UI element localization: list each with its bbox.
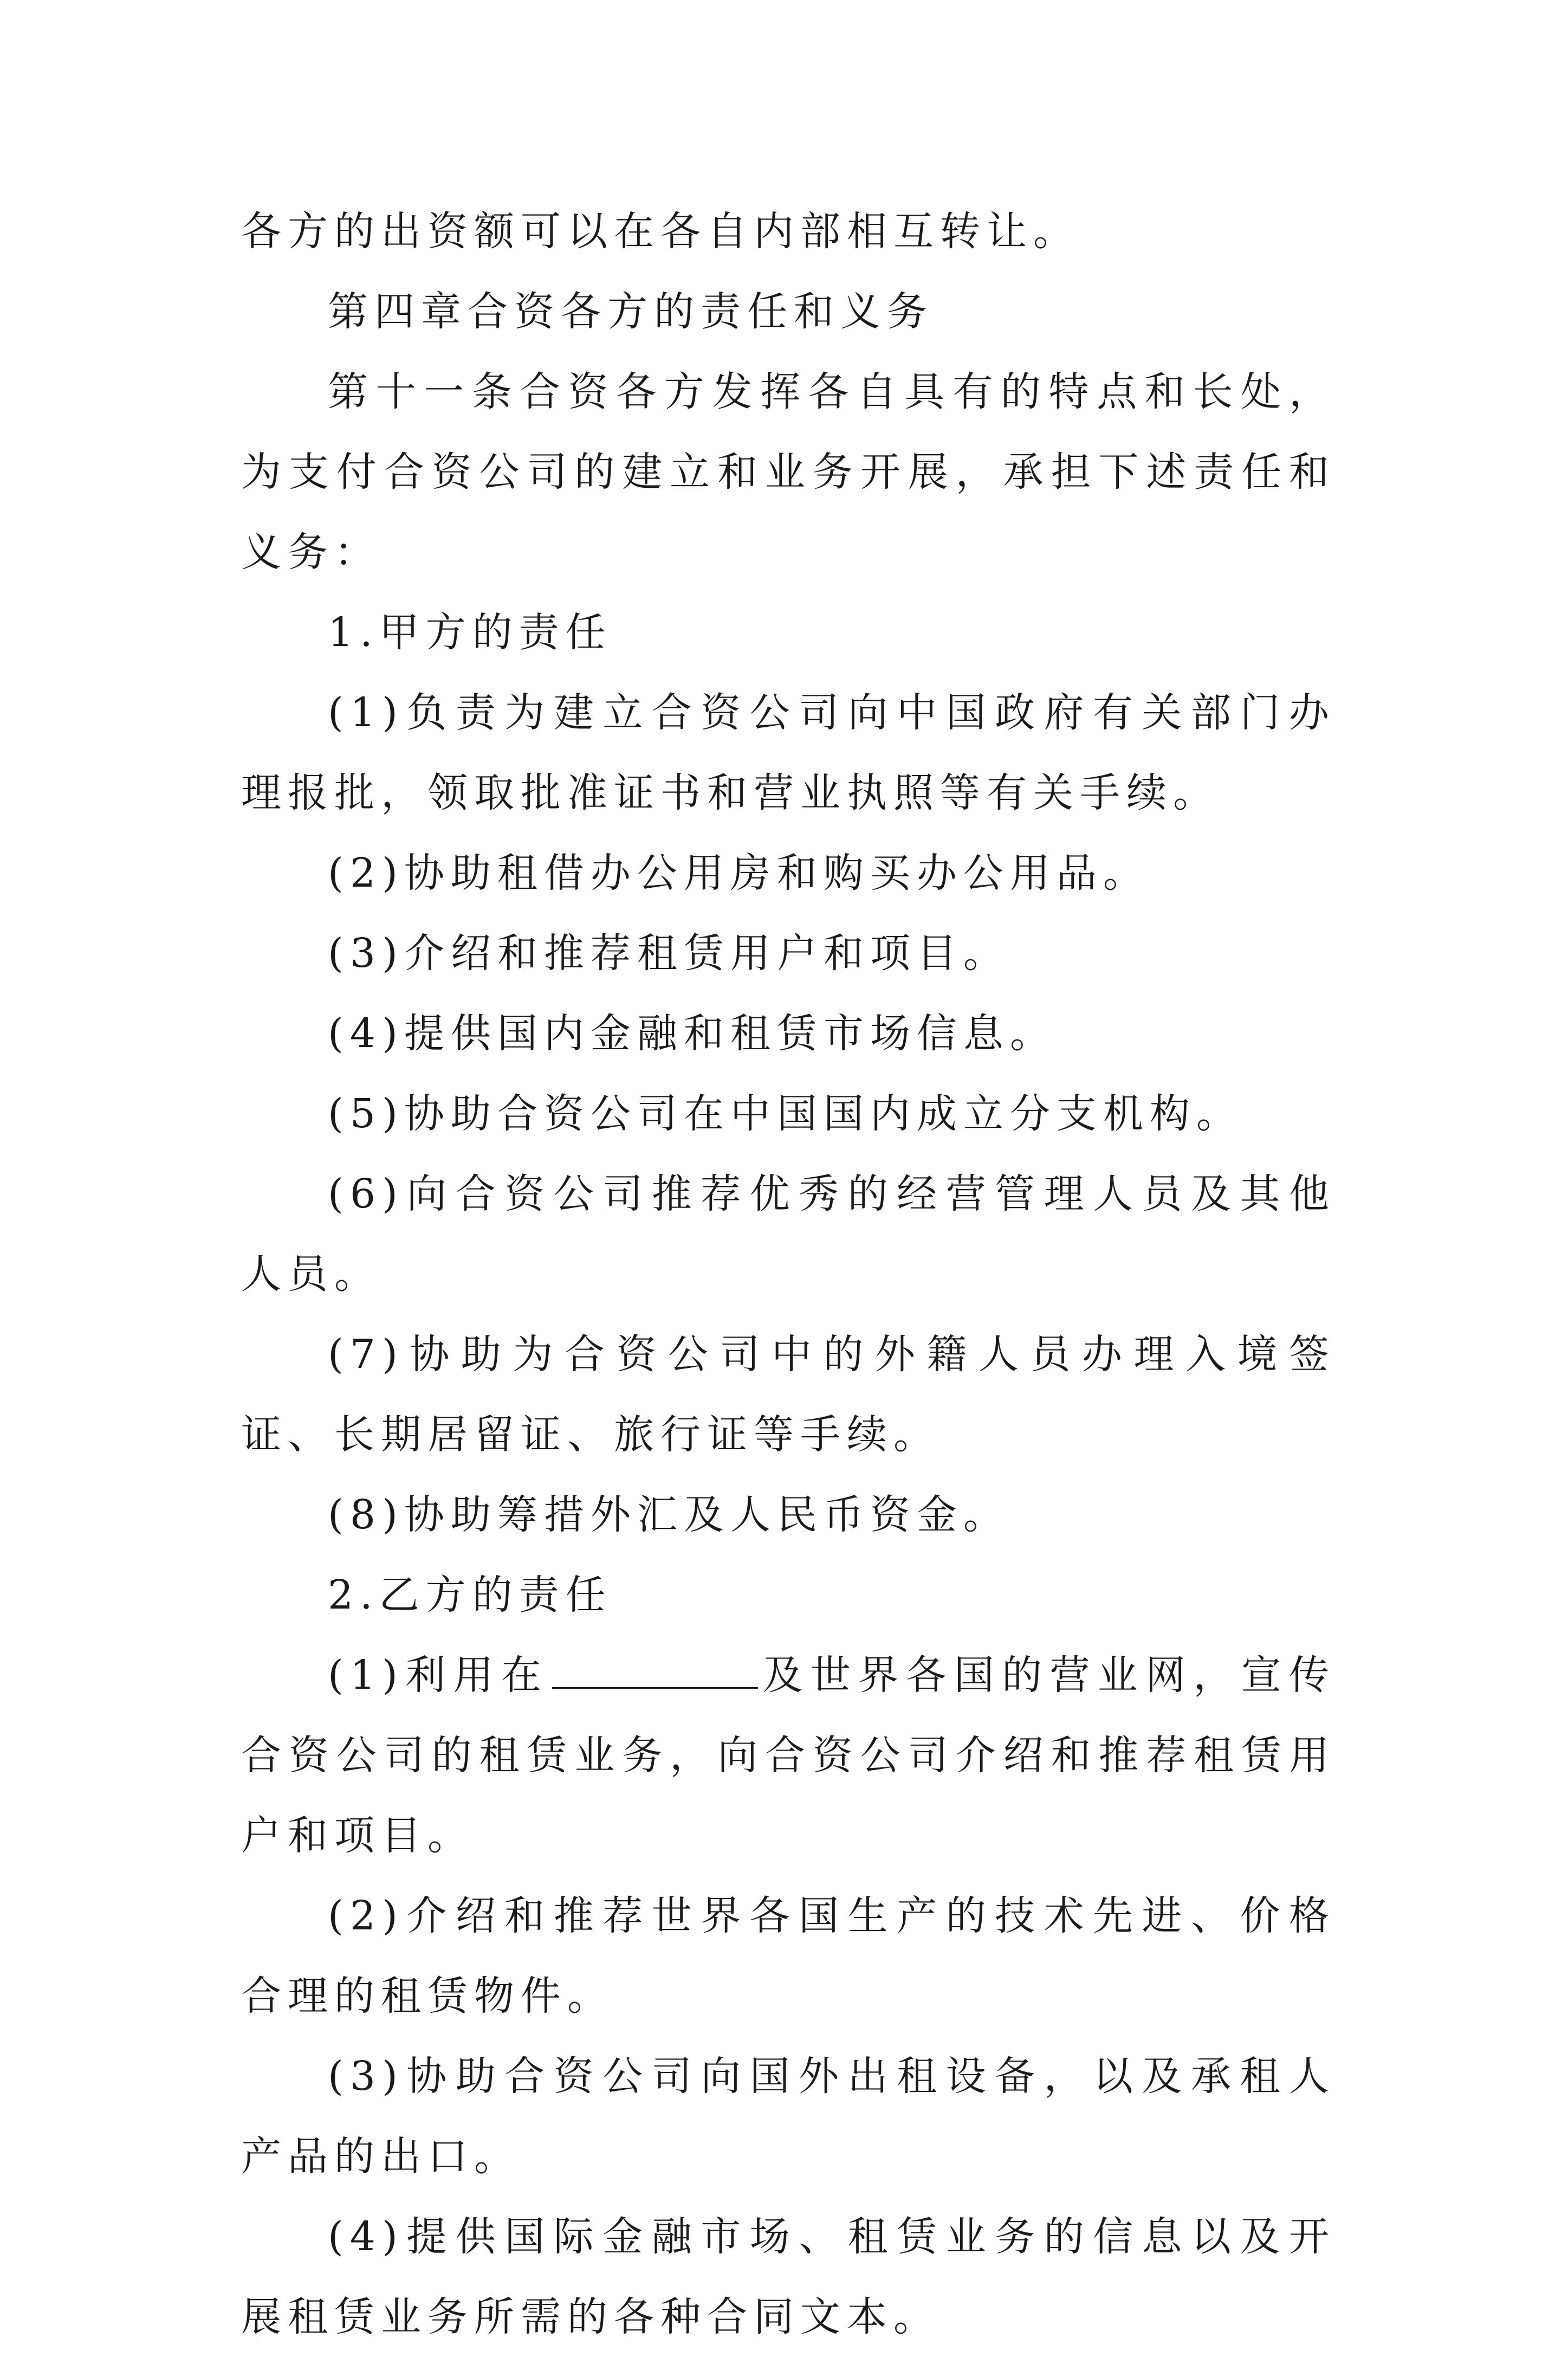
- party-b-item-1-text-after: 及世界各国的营业网，宣传合资公司的租赁业务，向合资公司介绍和推荐租赁用户和项目。: [241, 1652, 1336, 1859]
- party-a-item-2: (2)协助租借办公用房和购买办公用品。: [328, 850, 1150, 896]
- party-b-heading: 2.乙方的责任: [328, 1572, 612, 1618]
- party-a-heading: 1.甲方的责任: [328, 609, 612, 656]
- chapter-heading: 第四章合资各方的责任和义务: [328, 288, 934, 335]
- party-b-item-1: [241, 1635, 1336, 1876]
- party-a-item-8: (8)协助筹措外汇及人民币资金。: [328, 1491, 1010, 1538]
- party-b-item-2: (2)介绍和推荐世界各国生产的技术先进、价格合理的租赁物件。: [241, 1893, 1336, 2019]
- party-a-item-4: (4)提供国内金融和租赁市场信息。: [328, 1010, 1057, 1057]
- document-body: [241, 191, 1336, 2357]
- party-b-item-4: (4)提供国际金融市场、租赁业务的信息以及开展租赁业务所需的各种合同文本。: [241, 2213, 1336, 2340]
- party-b-item-1-text-before: (1)利用在: [328, 1652, 549, 1699]
- article-11-paragraph: 第十一条合资各方发挥各自具有的特点和长处，为支付合资公司的建立和业务开展，承担下述责任和义务：: [241, 369, 1336, 576]
- paragraph-continuation: 各方的出资额可以在各自内部相互转让。: [241, 208, 1080, 255]
- party-a-item-7: (7)协助为合资公司中的外籍人员办理入境签证、长期居留证、旅行证等手续。: [241, 1331, 1336, 1458]
- fill-in-blank: [552, 1654, 758, 1689]
- party-a-item-5: (5)协助合资公司在中国国内成立分支机构。: [328, 1090, 1243, 1137]
- party-a-item-6: (6)向合资公司推荐优秀的经营管理人员及其他人员。: [241, 1171, 1336, 1297]
- party-b-item-3: (3)协助合资公司向国外出租设备，以及承租人产品的出口。: [241, 2053, 1336, 2180]
- party-a-item-1: (1)负责为建立合资公司向中国政府有关部门办理报批，领取批准证书和营业执照等有关手续。: [241, 689, 1336, 816]
- party-a-item-3: (3)介绍和推荐租赁用户和项目。: [328, 930, 1010, 977]
